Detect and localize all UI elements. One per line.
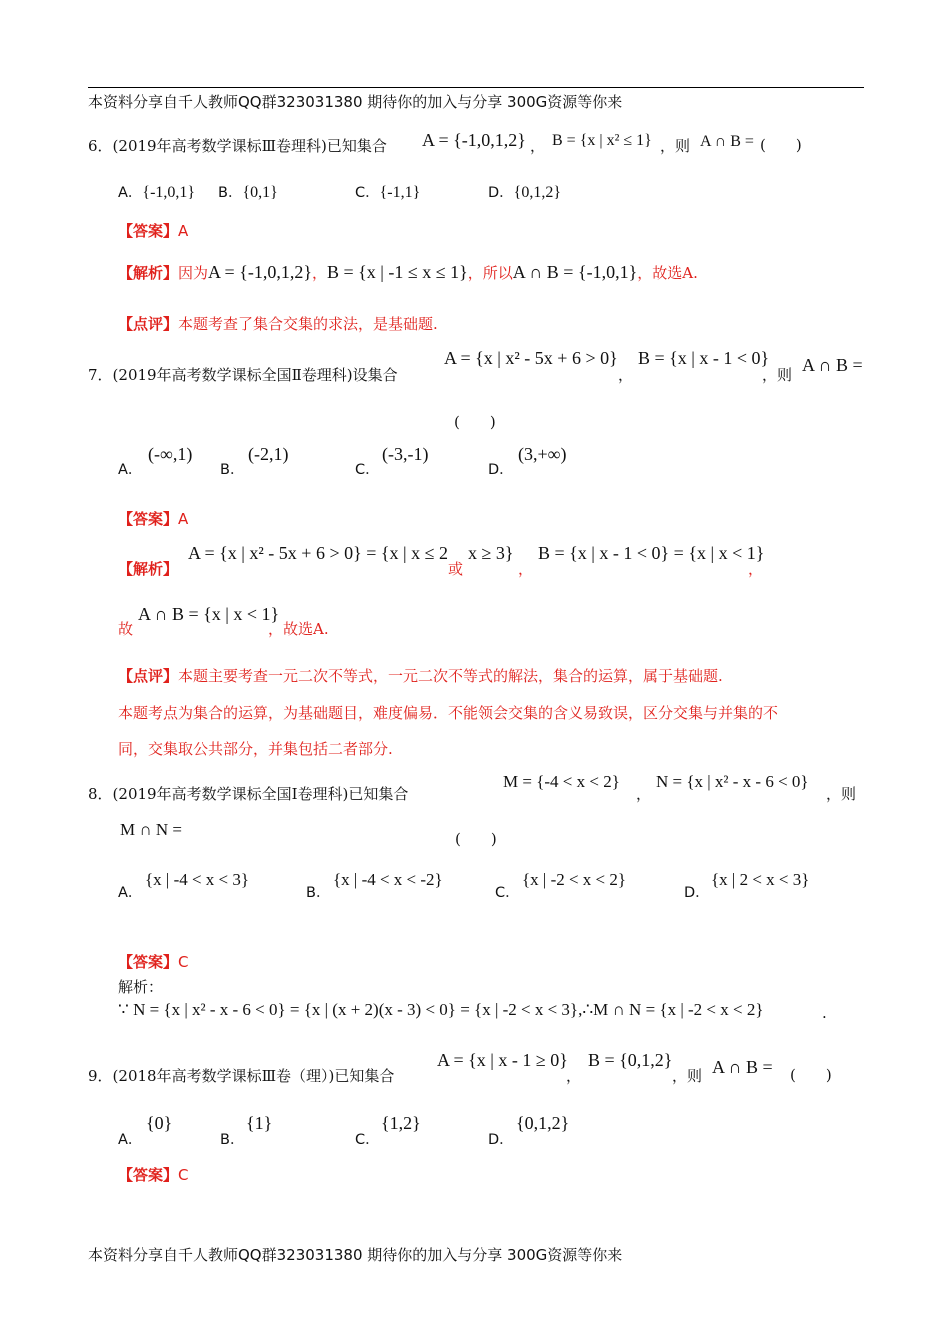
q9-option-b[interactable]	[220, 1128, 244, 1149]
q6-sep: ，	[530, 137, 546, 155]
option-label: D．	[488, 1132, 514, 1148]
q7-analysis-a: A = {x | x² - 5x + 6 > 0} = {x | x ≤ 2	[188, 543, 449, 563]
q9-option-c[interactable]	[355, 1128, 380, 1149]
q6-source: (2019年高考数学课标Ⅲ卷理科)	[112, 137, 327, 155]
q6-stem	[88, 135, 387, 156]
q9-answer	[118, 1164, 189, 1185]
q9-option-a[interactable]	[118, 1128, 142, 1149]
q6-option-b[interactable]	[218, 181, 278, 202]
answer-value: A	[178, 222, 189, 240]
answer-tag: 【答案】	[118, 222, 179, 240]
q8-option-a-value: {x | -4 < x < 3}	[145, 870, 250, 889]
option-label: A．	[118, 185, 143, 201]
q9-stem	[88, 1065, 394, 1086]
q8-stem	[88, 783, 408, 804]
q7-analysis-res: A ∩ B = {x | x < 1}	[138, 604, 280, 624]
q6-option-a[interactable]	[118, 181, 195, 202]
q8-source: (2019年高考数学课标全国Ⅰ卷理科)	[112, 785, 349, 803]
q6-comment	[118, 313, 438, 334]
q9-set-b: B = {0,1,2}	[588, 1050, 673, 1070]
option-value: {-1,0,1}	[142, 184, 196, 201]
q9-expr: A ∩ B =	[712, 1057, 773, 1077]
q8-sep: ，	[636, 785, 652, 803]
q6-expr: A ∩ B =	[700, 133, 754, 150]
q9-option-b-value: {1}	[246, 1113, 273, 1133]
q7-comment-2: 本题考点为集合的运算，为基础题目，难度偏易．不能领会交集的含义易致误，区分交集与并集的不	[118, 704, 779, 722]
q7-source: (2019年高考数学课标全国Ⅱ卷理科)	[112, 366, 353, 384]
header-rule	[88, 87, 864, 88]
q8-answer	[118, 951, 189, 972]
answer-tag: 【答案】	[118, 953, 179, 971]
option-value: {-1,1}	[379, 184, 421, 201]
q7-option-a-value: (-∞,1)	[148, 444, 193, 464]
option-value: {0,1}	[242, 184, 278, 201]
q9-number: 9．	[88, 1067, 113, 1085]
q9-stem-text: 已知集合	[334, 1067, 395, 1085]
q6-set-a: A = {-1,0,1,2}	[422, 130, 526, 150]
option-label: B．	[218, 185, 243, 201]
q7-option-c-value: (-3,-1)	[382, 444, 429, 464]
option-label: C．	[355, 462, 380, 478]
q7-analysis-or: 或	[448, 560, 464, 578]
q7-option-b[interactable]	[220, 458, 244, 479]
q8-analysis-label: 解析：	[118, 978, 164, 996]
q6-analysis	[118, 262, 698, 283]
q7-set-b: B = {x | x - 1 < 0}	[638, 348, 770, 368]
q9-option-c-value: {1,2}	[381, 1113, 421, 1133]
q9-option-d[interactable]	[488, 1128, 514, 1149]
analysis-text: 因为	[178, 264, 209, 282]
option-label: C．	[355, 185, 380, 201]
q7-analysis-so: 故	[118, 620, 134, 638]
analysis-math: B = {x | -1 ≤ x ≤ 1}	[326, 262, 468, 282]
q8-ask: ，则	[826, 785, 857, 803]
q8-set-m: M = {-4 < x < 2}	[503, 772, 620, 791]
q7-analysis-comma: ，	[518, 560, 534, 578]
analysis-math: A = {-1,0,1,2}	[208, 262, 312, 282]
q9-option-d-value: {0,1,2}	[516, 1113, 570, 1133]
option-label: D．	[684, 885, 710, 901]
comment-text: 本题主要考查一元二次不等式，一元二次不等式的解法，集合的运算，属于基础题.	[178, 667, 723, 685]
q9-paren: ( )	[790, 1066, 832, 1084]
q7-stem-text: 设集合	[352, 366, 398, 384]
q8-option-b-value: {x | -4 < x < -2}	[333, 870, 443, 889]
option-label: C．	[355, 1132, 380, 1148]
header-text: 本资料分享自千人教师QQ群323031380 期待你的加入与分享 300G资源等你来	[88, 93, 623, 111]
q9-source: (2018年高考数学课标Ⅲ卷（理）)	[112, 1067, 335, 1085]
q8-paren: ( )	[455, 830, 497, 848]
answer-value: C	[178, 953, 189, 971]
q6-answer	[118, 220, 188, 241]
option-label: B．	[220, 1132, 245, 1148]
q8-expr: M ∩ N =	[120, 820, 183, 839]
q7-analysis-a2: x ≥ 3}	[468, 543, 514, 563]
option-label: A．	[118, 885, 143, 901]
q8-option-b[interactable]	[306, 881, 330, 902]
q6-set-b: B = {x | x² ≤ 1}	[552, 132, 652, 149]
q9-ask: ，则	[672, 1067, 703, 1085]
q7-analysis-end: ，故选A.	[268, 620, 329, 638]
q7-comment	[118, 665, 723, 686]
answer-tag: 【答案】	[118, 510, 179, 528]
q7-number: 7．	[88, 366, 113, 384]
option-label: B．	[220, 462, 245, 478]
comment-tag: 【点评】	[118, 667, 179, 685]
q7-analysis-b: B = {x | x - 1 < 0} = {x | x < 1}	[538, 543, 765, 563]
option-label: A．	[118, 462, 143, 478]
q7-analysis-comma2: ，	[748, 560, 764, 578]
q8-stem-text: 已知集合	[348, 785, 409, 803]
q8-option-d[interactable]	[684, 881, 710, 902]
q6-option-d[interactable]	[488, 181, 561, 202]
q7-option-d-value: (3,+∞)	[518, 444, 567, 464]
q8-analysis-end: .	[822, 1004, 827, 1022]
option-label: C．	[495, 885, 520, 901]
analysis-text: ，所以	[467, 264, 513, 282]
q7-option-c[interactable]	[355, 458, 380, 479]
q8-number: 8．	[88, 785, 113, 803]
analysis-text: ，	[311, 264, 327, 282]
q7-sep: ，	[618, 366, 634, 384]
q6-ask: ，则	[660, 137, 691, 155]
q7-answer	[118, 508, 188, 529]
comment-text: 本题考查了集合交集的求法，是基础题.	[178, 315, 438, 333]
q7-stem	[88, 364, 398, 385]
answer-tag: 【答案】	[118, 1166, 179, 1184]
q7-comment-3: 同，交集取公共部分，并集包括二者部分.	[118, 740, 393, 758]
q8-option-d-value: {x | 2 < x < 3}	[711, 870, 810, 889]
q8-option-a[interactable]	[118, 881, 142, 902]
q9-set-a: A = {x | x - 1 ≥ 0}	[437, 1050, 568, 1070]
option-label: A．	[118, 1132, 143, 1148]
q7-analysis-tag	[118, 558, 178, 579]
option-label: B．	[306, 885, 331, 901]
analysis-tag: 【解析】	[118, 560, 179, 578]
q8-set-n: N = {x | x² - x - 6 < 0}	[656, 772, 809, 791]
q6-stem-text: 已知集合	[326, 137, 387, 155]
answer-value: A	[178, 510, 189, 528]
q6-paren: ( )	[760, 136, 802, 154]
q7-expr: A ∩ B =	[802, 355, 863, 375]
comment-tag: 【点评】	[118, 315, 179, 333]
q7-option-b-value: (-2,1)	[248, 444, 289, 464]
q6-option-c[interactable]	[355, 181, 420, 202]
option-value: {0,1,2}	[513, 184, 562, 201]
q9-option-a-value: {0}	[146, 1113, 173, 1133]
analysis-text: ，故选A.	[637, 264, 698, 282]
q8-option-c-value: {x | -2 < x < 2}	[522, 870, 627, 889]
analysis-tag: 【解析】	[118, 264, 179, 282]
q8-analysis: ∵ N = {x | x² - x - 6 < 0} = {x | (x + 2)(x - 3) < 0} = {x | -2 < x < 3},∴M ∩ N = {x | -2 < x < 2}	[118, 1000, 764, 1019]
option-label: D．	[488, 462, 514, 478]
q7-set-a: A = {x | x² - 5x + 6 > 0}	[444, 348, 618, 368]
q7-option-d[interactable]	[488, 458, 514, 479]
q7-ask: ，则	[762, 366, 793, 384]
q9-sep: ，	[566, 1067, 582, 1085]
option-label: D．	[488, 185, 514, 201]
footer-text: 本资料分享自千人教师QQ群323031380 期待你的加入与分享 300G资源等你来	[88, 1246, 623, 1264]
q7-paren: ( )	[454, 413, 496, 431]
q8-option-c[interactable]	[495, 881, 520, 902]
q6-number: 6．	[88, 137, 113, 155]
answer-value: C	[178, 1166, 189, 1184]
analysis-math: A ∩ B = {-1,0,1}	[512, 262, 638, 282]
q7-option-a[interactable]	[118, 458, 142, 479]
